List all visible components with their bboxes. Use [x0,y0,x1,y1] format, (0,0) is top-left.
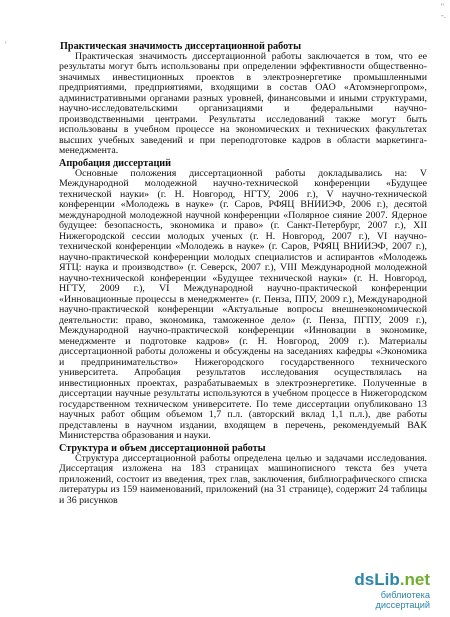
section-heading: Апробация диссертаций [59,157,172,169]
logo-domain: .net [399,570,430,589]
dslib-watermark [330,571,430,610]
section-approbation [59,158,427,442]
section-practical-significance [59,41,427,157]
section-heading: Практическая значимость диссертационной работы [60,41,302,52]
paragraph: Основные положения диссертационной работы докладывались на: V Международной молодежной научно-технической конференции «Будущее технической науки» (г. Н. Новгород, НГТУ, 2006 г.), V научно-технической конференции «Молодежь в науке» (г. Саров, РФЯЦ ВНИИЭФ, 2006 г.), десятой международной молодежной научной конференции «Полярное сияние 2007. Ядерное будущее: безопасность, экономика и право» (г. Санкт-Петербург, 2007 г.), XII Нижегородской сессии молодых ученых (г. Н. Новгород, 2007 г.), VI научно-технической конференции «Молодежь в науке» (г. Саров, РФЯЦ ВНИИЭФ, 2007 г.), научно-практической конференции молодых специалистов и аспирантов «Молодежь ЯТЦ: наука и производство» (г. Северск, 2007 г.), VIII Международной молодежной научно-технической конференции «Будущее технической науки» (г. Н. Новгород, НГТУ, 2009 г.), VI Международной научно-практической конференции «Инновационные процессы в менеджменте» (г. Пенза, ППУ, 2009 г.), Международной научно-практической конференции «Актуальные вопросы внешнеэкономической деятельности: право, экономика, таможенное дело» (г. Пенза, ПГПУ, 2009 г.), Международной научно-практической конференции «Инновации в экономике, менеджменте и подготовке кадров» (г. Н. Новгород, 2009 г.). Материалы диссертационной работы доложены и обсуждены на заседаниях кафедры «Экономика и предпринимательство» Нижегородского государственного технического университета. Апробация результатов исследования осуществлялась на инвестиционных проектах, разрабатываемых в электроэнергетике. Полученные в диссертации научные результаты используются в учебном процессе в Нижегородском государственном техническом университете. По теме диссертации опубликовано 13 научных работ общим объемом 1,7 п.л. (авторский вклад 1,1 п.л.), две работы представлены в научном издании, входящем в перечень, рекомендуемый ВАК Министерства образования и науки. [59,167,427,442]
dslib-logo [330,571,430,589]
section-heading: Структура и объем диссертационной работы [59,442,266,454]
section-structure [59,443,427,507]
logo-text: dsLib [354,570,400,589]
scan-mark: -. [440,10,446,20]
paragraph: Структура диссертационной работы определена целью и задачами исследования. Диссертация изложена на 183 страницах машинописного текста без учета приложений, состоит из введения, трех глав, заключения, библиографического списка литературы из 159 наименований, приложений (на 31 странице), содержит 24 таблицы и 36 рисунков [59,452,427,506]
scan-mark: '' [440,2,444,12]
document-page [59,41,427,506]
watermark-subtitle: библиотека диссертаций [375,590,430,610]
paragraph: Практическая значимость диссертационной работы заключается в том, что ее результаты могут быть использованы при определении эффективности общественно-значимых инвестиционных проектов в электроэнергетике промышленными предприятиями, предприятиями, входящими в состав ОАО «Атомэнергопром», административными органами разных уровней, финансовыми и иными структурами, научно-исследовательскими организациями и федеральными научно-производственными центрами. Результаты исследований также могут быть использованы в учебном процессе на экономических и технических факультетах высших учебных заведений и при переподготовке кадров в области маркетинга-менеджмента. [59,51,427,157]
scan-mark: ' [5,40,7,50]
